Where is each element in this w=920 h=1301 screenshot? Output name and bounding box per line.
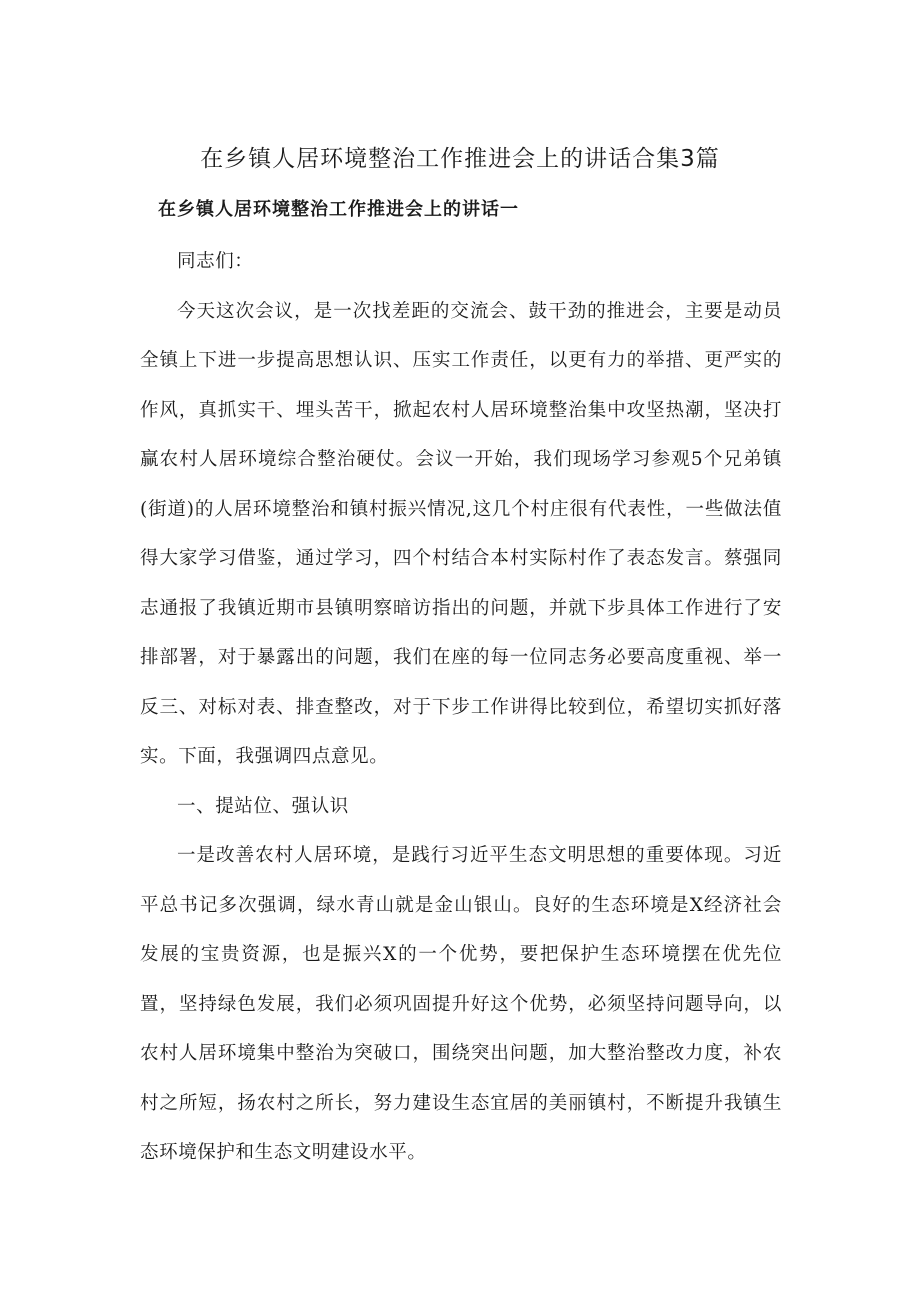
paragraph-heading-one: 一、提站位、强认识 bbox=[177, 795, 349, 817]
paragraph-point-one: 一是改善农村人居环境，是践行习近平生态文明思想的重要体现。习近平总书记多次强调，绿水青山就是金山银山。良好的生态环境是X经济社会发展的宝贵资源，也是振兴X的一个优势，要把保护生态环境摆在优先位置，坚持绿色发展，我们必须巩固提升好这个优势，必须坚持问题导向，以农村人居环境集中整治为突破口，围绕突出问题，加大整治整改力度，补农村之所短，扬农村之所长，努力建设生态宜居的美丽镇村，不断提升我镇生态环境保护和生态文明建设水平。 bbox=[140, 845, 782, 1163]
document-body bbox=[140, 237, 782, 1178]
paragraph-intro: 今天这次会议，是一次找差距的交流会、鼓干劲的推进会，主要是动员全镇上下进一步提高思想认识、压实工作责任，以更有力的举措、更严实的作风，真抓实干、埋头苦干，掀起农村人居环境整治集中攻坚热潮，坚决打赢农村人居环境综合整治硬仗。会议一开始，我们现场学习参观5个兄弟镇(街道)的人居环境整治和镇村振兴情况,这几个村庄很有代表性，一些做法值得大家学习借鉴，通过学习，四个村结合本村实际村作了表态发言。蔡强同志通报了我镇近期市县镇明察暗访指出的问题，并就下步具体工作进行了安排部署，对于暴露出的问题，我们在座的每一位同志务必要高度重视、举一反三、对标对表、排查整改，对于下步工作讲得比较到位，希望切实抓好落实。下面，我强调四点意见。 bbox=[140, 300, 782, 767]
document-title: 在乡镇人居环境整治工作推进会上的讲话合集3篇 bbox=[200, 146, 720, 172]
paragraph-salutation: 同志们： bbox=[177, 251, 254, 272]
section-title: 在乡镇人居环境整治工作推进会上的讲话一 bbox=[158, 199, 519, 220]
